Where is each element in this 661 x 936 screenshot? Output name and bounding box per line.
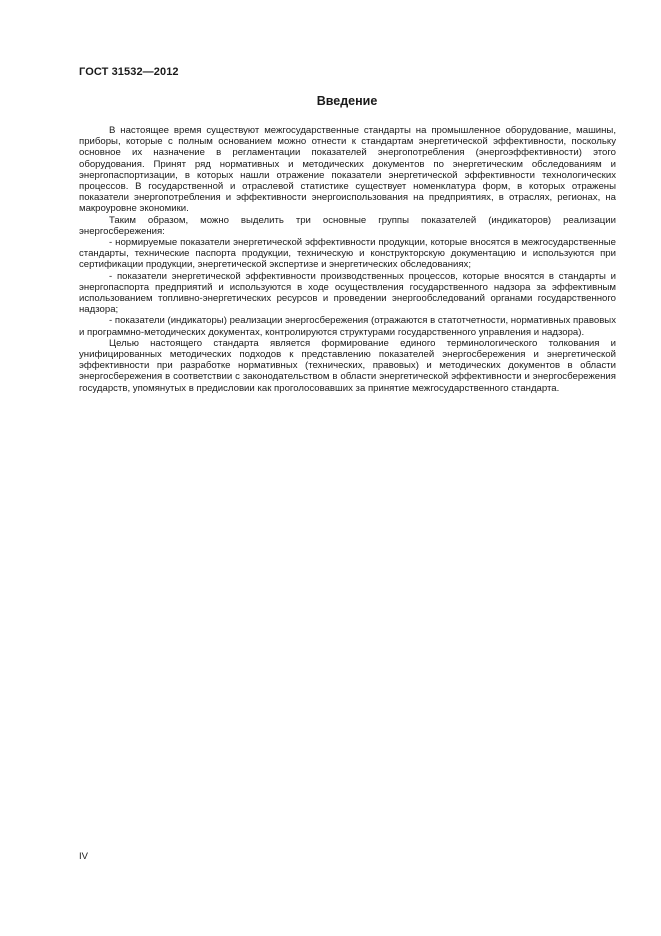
- list-item: - показатели (индикаторы) реализации энергосбережения (отражаются в статотчетности, нормативных правовых и программно-методических документах, контролируются структурами государственного управления и надзора).: [79, 315, 616, 338]
- document-id-header: ГОСТ 31532—2012: [79, 66, 179, 78]
- section-title: Введение: [316, 94, 378, 108]
- paragraph: В настоящее время существуют межгосударственные стандарты на промышленное оборудование, машины, приборы, которые с полным основанием можно отнести к стандартам энергетической эффективности, поскольку основное их назначение в регламентации показателей энергопотребления (энергоэффективности) этого оборудования. Принят ряд нормативных и методических документов по энергетическим обследованиям и энергопаспортизации, в которых нашли отражение показатели энергетической эффективности технологических процессов. В государственной и отраслевой статистике существует номенклатура форм, в которых отражены показатели энергопотребления и эффективности энергоиспользования на предприятиях, в отраслях, регионах, на макроуровне экономики.: [79, 125, 616, 215]
- list-item: - показатели энергетической эффективности производственных процессов, которые вносятся в стандарты и энергопаспорта предприятий и используются в ходе осуществления государственного надзора за эффективным использованием топливно-энергетических ресурсов и проведении энергообследований органами государственного надзора;: [79, 270, 616, 316]
- list-item: - нормируемые показатели энергетической эффективности продукции, которые вносятся в межгосударственные стандарты, технические паспорта продукции, техническую и конструкторскую документацию и используются при сертификации продукции, энергетической экспертизе и энергетических обследованиях;: [79, 237, 616, 271]
- page-number: IV: [79, 851, 88, 862]
- paragraph: Таким образом, можно выделить три основные группы показателей (индикаторов) реализации энергосбережения:: [79, 214, 616, 237]
- body-text: [79, 125, 616, 394]
- paragraph: Целью настоящего стандарта является формирование единого терминологического толкования и унифицированных методических подходов к представлению показателей энергосбережения и энергетической эффективности при разработке нормативных (технических, правовых) и методических документов в области энергосбережения в соответствии с законодательством в области энергетической эффективности и энергосбережения государств, упомянутых в предисловии как проголосовавших за принятие межгосударственного стандарта.: [79, 337, 616, 394]
